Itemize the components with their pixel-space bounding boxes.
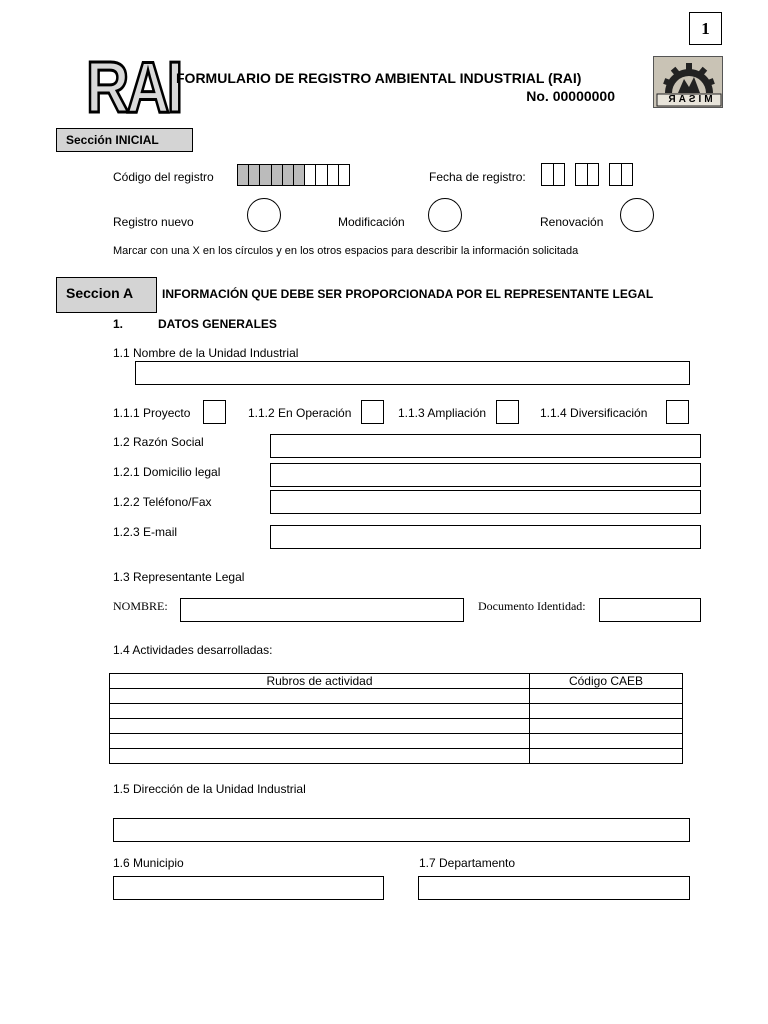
form-title: FORMULARIO DE REGISTRO AMBIENTAL INDUSTRIAL (RAI) [176,70,582,86]
seccion-inicial-title: Sección INICIAL [66,133,159,147]
diversificacion-checkbox[interactable] [666,400,689,424]
table-row[interactable] [110,704,683,719]
proyecto-checkbox[interactable] [203,400,226,424]
codigo-registro-field[interactable] [237,164,350,186]
en-operacion-checkbox[interactable] [361,400,384,424]
datos-generales-number: 1. [113,317,124,331]
table-header-row [110,674,683,689]
modificacion-label: Modificación [338,215,405,229]
departamento-field[interactable] [418,876,690,900]
rubros-header: Rubros de actividad [110,674,530,689]
registro-nuevo-circle[interactable] [247,198,281,232]
en-operacion-label: 1.1.2 En Operación [248,406,352,420]
table-row[interactable] [110,734,683,749]
fecha-registro-label: Fecha de registro: [429,170,526,184]
ampliacion-checkbox[interactable] [496,400,519,424]
nombre-label: NOMBRE: [113,599,168,613]
documento-label: Documento Identidad: [478,599,586,613]
table-row[interactable] [110,689,683,704]
renovacion-circle[interactable] [620,198,654,232]
table-row[interactable] [110,749,683,764]
caeb-header: Código CAEB [530,674,683,689]
direccion-field[interactable] [113,818,690,842]
municipio-field[interactable] [113,876,384,900]
nombre-field[interactable] [180,598,464,622]
direccion-label: 1.5 Dirección de la Unidad Industrial [113,782,306,796]
nombre-unidad-field[interactable] [135,361,690,385]
page-number-box [689,12,722,45]
razon-social-field[interactable] [270,434,701,458]
table-row[interactable] [110,719,683,734]
domicilio-field[interactable] [270,463,701,487]
telefono-field[interactable] [270,490,701,514]
municipio-label: 1.6 Municipio [113,856,184,870]
seccion-a-heading: INFORMACIÓN QUE DEBE SER PROPORCIONADA POR EL REPRESENTANTE LEGAL [162,287,654,301]
fecha-year-field[interactable] [609,163,633,186]
telefono-label: 1.2.2 Teléfono/Fax [113,495,212,509]
email-label: 1.2.3 E-mail [113,525,178,539]
seccion-inicial-header [56,128,193,152]
codigo-registro-label: Código del registro [113,170,214,184]
ampliacion-label: 1.1.3 Ampliación [398,406,487,420]
seccion-a-title: Seccion A [66,285,134,301]
email-field[interactable] [270,525,701,549]
misar-emblem [653,56,723,108]
instruccion-text: Marcar con una X en los círculos y en los otros espacios para describir la información solicitada [113,245,579,257]
fecha-day-field[interactable] [541,163,565,186]
proyecto-label: 1.1.1 Proyecto [113,406,191,420]
nombre-unidad-label: 1.1 Nombre de la Unidad Industrial [113,346,299,360]
representante-label: 1.3 Representante Legal [113,570,245,584]
razon-social-label: 1.2 Razón Social [113,435,204,449]
actividades-label: 1.4 Actividades desarrolladas: [113,643,273,657]
page-number: 1 [701,19,710,38]
renovacion-label: Renovación [540,215,604,229]
modificacion-circle[interactable] [428,198,462,232]
emblem-text: MISAR [665,94,713,105]
fecha-month-field[interactable] [575,163,599,186]
registro-nuevo-label: Registro nuevo [113,215,194,229]
actividades-table [109,673,683,764]
form-number: No. 00000000 [526,88,615,104]
datos-generales-title: DATOS GENERALES [158,317,277,331]
departamento-label: 1.7 Departamento [419,856,516,870]
documento-field[interactable] [599,598,701,622]
seccion-a-header [56,277,157,313]
domicilio-label: 1.2.1 Domicilio legal [113,465,221,479]
diversificacion-label: 1.1.4 Diversificación [540,406,648,420]
rai-logo: RAI [86,47,181,128]
